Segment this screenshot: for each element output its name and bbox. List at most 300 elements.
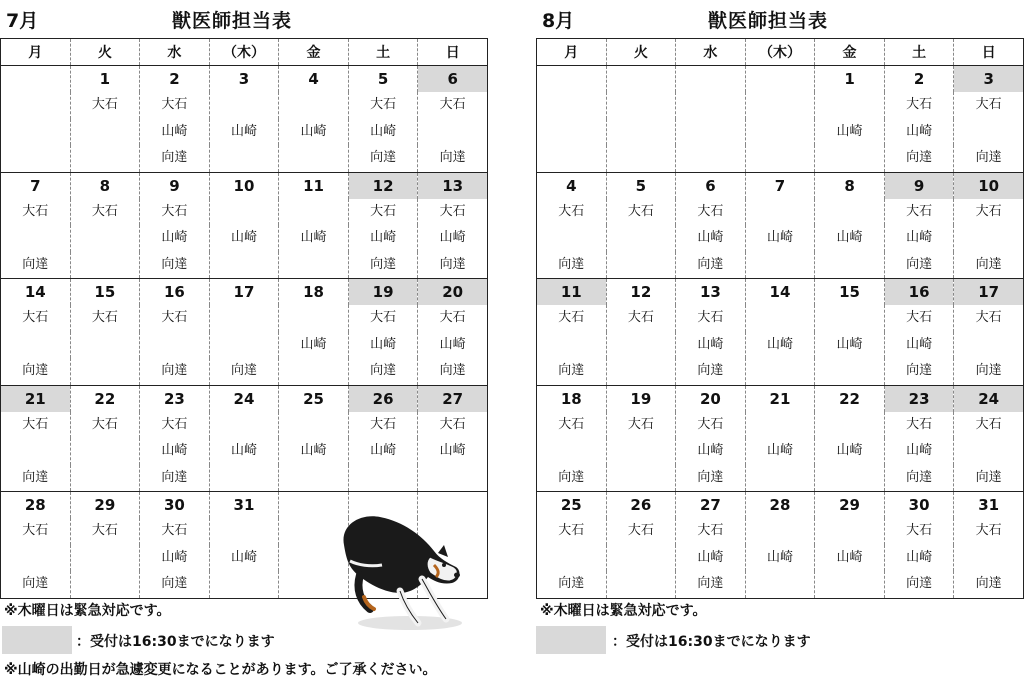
- assignment-cell: [1, 545, 71, 572]
- assignment-cell: [745, 412, 815, 439]
- vet-name: [279, 465, 348, 492]
- vet-name: [607, 545, 676, 572]
- day-cell: [348, 279, 418, 306]
- assignment-cell: [279, 358, 349, 385]
- assignment-cell: [815, 571, 885, 598]
- vet-name: 向達: [558, 576, 585, 591]
- day-cell: [209, 385, 279, 412]
- vet-name: 山崎: [766, 336, 793, 352]
- day-cell: [418, 279, 488, 306]
- vet-name: [607, 119, 676, 146]
- vet-name: 大石: [439, 416, 466, 432]
- assignment-cell: [884, 412, 954, 439]
- assignment-cell: [815, 199, 885, 226]
- vet-name: 向達: [22, 363, 49, 378]
- vet-name: [279, 145, 348, 172]
- vet-name: 山崎: [697, 443, 724, 458]
- assignment-cell: [418, 199, 488, 226]
- vet-name: 山崎: [906, 443, 933, 458]
- assignment-cell: [676, 438, 746, 465]
- vet-name: [607, 225, 676, 252]
- vet-name: 向達: [439, 363, 466, 378]
- day-cell: [884, 492, 954, 519]
- vet-name: [815, 305, 884, 332]
- day-number: 23: [163, 389, 185, 408]
- vet-name: 大石: [697, 523, 724, 538]
- vet-name: [954, 225, 1023, 252]
- vet-assignment-row: [1, 145, 488, 172]
- vet-name: [537, 332, 606, 359]
- vet-assignment-row: [537, 225, 1024, 252]
- week-date-row: [1, 172, 488, 199]
- calendar-table: [536, 38, 1024, 599]
- weekday-thu: （木）: [745, 39, 815, 66]
- vet-name: 山崎: [697, 230, 724, 245]
- day-number-short-hours: 16: [885, 279, 954, 305]
- assignment-cell: [884, 252, 954, 279]
- assignment-cell: [418, 119, 488, 146]
- vet-name: [210, 252, 279, 279]
- vet-name: 山崎: [766, 549, 793, 565]
- week-date-row: [537, 66, 1024, 93]
- vet-name: [815, 358, 884, 385]
- assignment-cell: [140, 199, 210, 226]
- vet-name: [71, 332, 140, 359]
- assignment-cell: [70, 199, 140, 226]
- vet-name: 大石: [906, 97, 933, 112]
- vet-name: 向達: [906, 469, 933, 485]
- day-number: 14: [769, 283, 791, 301]
- assignment-cell: [676, 252, 746, 279]
- assignment-cell: [348, 92, 418, 119]
- day-cell: [676, 66, 746, 93]
- vet-name: [1, 225, 70, 252]
- assignment-cell: [745, 518, 815, 545]
- vet-name: [746, 518, 815, 545]
- assignment-cell: [676, 199, 746, 226]
- vet-name: [746, 252, 815, 279]
- assignment-cell: [209, 358, 279, 385]
- vet-name: 大石: [627, 416, 654, 432]
- assignment-cell: [954, 438, 1024, 465]
- day-number-short-hours: 19: [349, 279, 418, 305]
- vet-name: [815, 252, 884, 279]
- assignment-cell: [606, 465, 676, 492]
- day-cell: [209, 66, 279, 93]
- day-cell: [348, 385, 418, 412]
- vet-name: 向達: [161, 256, 188, 272]
- assignment-cell: [140, 358, 210, 385]
- assignment-cell: [348, 145, 418, 172]
- day-cell: [537, 279, 607, 306]
- vet-name: 山崎: [697, 549, 724, 565]
- weekday-sat: 土: [348, 39, 418, 66]
- vet-name: [746, 199, 815, 226]
- assignment-cell: [140, 571, 210, 598]
- day-cell: [279, 385, 349, 412]
- assignment-cell: [884, 518, 954, 545]
- vet-name: [418, 465, 487, 492]
- day-cell: [209, 279, 279, 306]
- day-number-short-hours: 6: [418, 66, 487, 92]
- assignment-cell: [1, 358, 71, 385]
- vet-name: [210, 145, 279, 172]
- vet-name: 向達: [697, 469, 724, 485]
- vet-name: 大石: [161, 523, 188, 538]
- day-cell: [815, 385, 885, 412]
- vet-name: 向達: [975, 363, 1002, 378]
- assignment-cell: [279, 305, 349, 332]
- vet-name: 向達: [906, 576, 933, 591]
- day-number-short-hours: 10: [954, 173, 1023, 199]
- vet-name: 向達: [22, 576, 49, 591]
- vet-name: 向達: [370, 256, 397, 272]
- day-number: 10: [233, 176, 255, 195]
- assignment-cell: [279, 145, 349, 172]
- vet-assignment-row: [537, 199, 1024, 226]
- assignment-cell: [884, 571, 954, 598]
- vet-name: 山崎: [697, 336, 724, 352]
- day-cell: [279, 66, 349, 93]
- vet-name: [279, 92, 348, 119]
- day-number: 1: [99, 70, 111, 88]
- day-number-short-hours: 12: [349, 173, 418, 199]
- vet-name: 大石: [439, 97, 466, 112]
- assignment-cell: [140, 518, 210, 545]
- vet-name: 大石: [91, 310, 118, 325]
- assignment-cell: [1, 199, 71, 226]
- vet-name: 向達: [558, 256, 585, 272]
- day-cell: [70, 66, 140, 93]
- vet-name: 向達: [230, 363, 257, 378]
- weekday-mon: 月: [537, 39, 607, 66]
- vet-name: 山崎: [300, 123, 327, 139]
- assignment-cell: [279, 332, 349, 359]
- vet-name: [537, 145, 606, 172]
- assignment-cell: [537, 145, 607, 172]
- vet-name: [607, 571, 676, 598]
- vet-name: 大石: [697, 203, 724, 219]
- vet-name: [1, 545, 70, 572]
- assignment-cell: [348, 412, 418, 439]
- vet-name: [746, 92, 815, 119]
- assignment-cell: [676, 332, 746, 359]
- vet-name: [1, 438, 70, 465]
- day-number: [746, 66, 815, 92]
- assignment-cell: [537, 225, 607, 252]
- assignment-cell: [537, 92, 607, 119]
- vet-name: 向達: [22, 256, 49, 272]
- vet-name: 山崎: [906, 123, 933, 139]
- vet-name: 向達: [161, 363, 188, 378]
- assignment-cell: [954, 571, 1024, 598]
- assignment-cell: [209, 571, 279, 598]
- assignment-cell: [884, 358, 954, 385]
- assignment-cell: [537, 332, 607, 359]
- assignment-cell: [1, 412, 71, 439]
- day-number: 18: [303, 283, 324, 301]
- assignment-cell: [537, 199, 607, 226]
- day-cell: [279, 279, 349, 306]
- assignment-cell: [884, 199, 954, 226]
- vet-name: 大石: [161, 416, 188, 432]
- vet-name: [815, 518, 884, 545]
- assignment-cell: [815, 252, 885, 279]
- vet-name: [815, 199, 884, 226]
- assignment-cell: [606, 119, 676, 146]
- vet-name: 山崎: [370, 443, 397, 458]
- vet-name: 大石: [975, 523, 1002, 538]
- day-number: 11: [303, 176, 324, 195]
- reception-legend-swatch: [2, 626, 72, 654]
- day-number: 17: [233, 283, 255, 301]
- vet-assignment-row: [537, 252, 1024, 279]
- vet-name: 山崎: [300, 336, 327, 352]
- vet-name: [954, 438, 1023, 465]
- vet-name: 山崎: [439, 336, 466, 352]
- vet-name: 向達: [906, 256, 933, 272]
- weekday-tue: 火: [606, 39, 676, 66]
- day-cell: [537, 492, 607, 519]
- assignment-cell: [279, 465, 349, 492]
- week-date-row: [537, 385, 1024, 412]
- dog-illustration: [330, 505, 470, 635]
- day-cell: [140, 172, 210, 199]
- vet-name: [71, 545, 140, 572]
- vet-name: 向達: [697, 363, 724, 378]
- assignment-cell: [70, 225, 140, 252]
- assignment-cell: [606, 225, 676, 252]
- assignment-cell: [70, 358, 140, 385]
- day-cell: [745, 385, 815, 412]
- vet-name: 大石: [906, 203, 933, 219]
- day-number: 15: [94, 283, 116, 301]
- weekday-sun: 日: [954, 39, 1024, 66]
- vet-name: [607, 465, 676, 492]
- assignment-cell: [70, 305, 140, 332]
- assignment-cell: [815, 465, 885, 492]
- day-number: 2: [913, 70, 925, 88]
- vet-name: 大石: [558, 523, 585, 538]
- weekday-sun: 日: [418, 39, 488, 66]
- vet-name: [210, 518, 279, 545]
- vet-name: [746, 305, 815, 332]
- day-cell: [418, 172, 488, 199]
- vet-name: [746, 571, 815, 598]
- vet-name: 山崎: [836, 230, 863, 245]
- month-header: [536, 0, 1024, 38]
- day-number-short-hours: 21: [1, 386, 70, 412]
- assignment-cell: [954, 145, 1024, 172]
- vet-name: 山崎: [906, 549, 933, 565]
- vet-name: [71, 225, 140, 252]
- assignment-cell: [279, 438, 349, 465]
- day-cell: [537, 385, 607, 412]
- thursday-note: ※木曜日は緊急対応です。: [540, 603, 707, 619]
- vet-name: 山崎: [906, 336, 933, 352]
- day-cell: [676, 385, 746, 412]
- vet-assignment-row: [537, 332, 1024, 359]
- vet-name: [676, 119, 745, 146]
- week-date-row: [1, 385, 488, 412]
- assignment-cell: [279, 252, 349, 279]
- vet-name: 向達: [161, 576, 188, 591]
- vet-name: 山崎: [836, 336, 863, 352]
- day-number-short-hours: 11: [537, 279, 606, 305]
- day-number: 7: [30, 176, 41, 195]
- assignment-cell: [884, 225, 954, 252]
- day-number: 29: [94, 496, 116, 514]
- vet-assignment-row: [1, 465, 488, 492]
- day-number: 6: [705, 176, 716, 195]
- day-number: 25: [303, 389, 324, 408]
- vet-name: [418, 119, 487, 146]
- vet-assignment-row: [1, 199, 488, 226]
- assignment-cell: [209, 119, 279, 146]
- vet-name: 山崎: [370, 230, 397, 245]
- assignment-cell: [1, 252, 71, 279]
- vet-name: 山崎: [439, 443, 466, 458]
- day-cell: [606, 492, 676, 519]
- day-cell: [676, 279, 746, 306]
- vet-name: [676, 92, 745, 119]
- assignment-cell: [279, 199, 349, 226]
- weekday-sat: 土: [884, 39, 954, 66]
- vet-name: [607, 252, 676, 279]
- assignment-cell: [209, 252, 279, 279]
- day-number: 8: [99, 176, 111, 195]
- day-number: 14: [24, 283, 46, 301]
- vet-name: [279, 199, 348, 226]
- day-cell: [70, 385, 140, 412]
- vet-name: [607, 332, 676, 359]
- assignment-cell: [815, 119, 885, 146]
- vet-name: 大石: [975, 203, 1002, 219]
- day-number: [537, 66, 606, 92]
- assignment-cell: [606, 412, 676, 439]
- assignment-cell: [209, 225, 279, 252]
- assignment-cell: [745, 358, 815, 385]
- assignment-cell: [348, 119, 418, 146]
- assignment-cell: [745, 225, 815, 252]
- vet-assignment-row: [1, 119, 488, 146]
- vet-name: 山崎: [230, 123, 257, 139]
- assignment-cell: [676, 412, 746, 439]
- vet-name: [537, 92, 606, 119]
- assignment-cell: [815, 412, 885, 439]
- vet-name: 山崎: [836, 443, 863, 458]
- vet-name: [210, 571, 279, 598]
- vet-assignment-row: [537, 465, 1024, 492]
- assignment-cell: [418, 412, 488, 439]
- vet-name: 山崎: [370, 336, 397, 352]
- assignment-cell: [209, 412, 279, 439]
- day-number: 25: [560, 496, 582, 514]
- day-cell: [1, 279, 71, 306]
- vet-name: [537, 545, 606, 572]
- reception-legend-swatch: [536, 626, 606, 654]
- vet-name: 大石: [697, 416, 724, 432]
- vet-assignment-row: [537, 545, 1024, 572]
- vet-name: 山崎: [300, 230, 327, 245]
- day-number: 7: [774, 176, 786, 195]
- day-cell: [745, 279, 815, 306]
- assignment-cell: [418, 252, 488, 279]
- assignment-cell: [676, 518, 746, 545]
- vet-name: [746, 358, 815, 385]
- assignment-cell: [348, 252, 418, 279]
- assignment-cell: [954, 545, 1024, 572]
- assignment-cell: [815, 225, 885, 252]
- day-number-short-hours: 24: [954, 386, 1023, 412]
- day-number: 26: [630, 496, 652, 514]
- vet-name: 山崎: [766, 230, 793, 245]
- assignment-cell: [954, 92, 1024, 119]
- assignment-cell: [815, 145, 885, 172]
- day-number: 15: [839, 283, 860, 301]
- assignment-cell: [815, 438, 885, 465]
- day-cell: [348, 66, 418, 93]
- day-number-short-hours: 9: [885, 173, 954, 199]
- vet-name: 大石: [439, 203, 466, 219]
- vet-name: 向達: [975, 150, 1002, 165]
- vet-assignment-row: [537, 119, 1024, 146]
- assignment-cell: [537, 438, 607, 465]
- vet-name: [815, 412, 884, 439]
- day-number: 22: [94, 389, 116, 408]
- vet-name: 向達: [906, 150, 933, 165]
- assignment-cell: [537, 465, 607, 492]
- vet-name: 山崎: [161, 549, 188, 565]
- assignment-cell: [279, 225, 349, 252]
- assignment-cell: [1, 92, 71, 119]
- vet-name: [746, 119, 815, 146]
- assignment-cell: [537, 412, 607, 439]
- day-number: 31: [978, 496, 1000, 514]
- yamazaki-note: ※山崎の出勤日が急遽変更になることがあります。ご了承ください。: [4, 662, 437, 678]
- day-cell: [418, 385, 488, 412]
- vet-name: [1, 145, 70, 172]
- thursday-note: ※木曜日は緊急対応です。: [4, 603, 171, 619]
- assignment-cell: [884, 92, 954, 119]
- day-cell: [1, 172, 71, 199]
- assignment-cell: [815, 92, 885, 119]
- vet-name: [71, 252, 140, 279]
- day-cell: [745, 66, 815, 93]
- assignment-cell: [745, 545, 815, 572]
- assignment-cell: [676, 305, 746, 332]
- vet-name: 大石: [161, 310, 188, 325]
- assignment-cell: [884, 545, 954, 572]
- vet-assignment-row: [1, 332, 488, 359]
- assignment-cell: [537, 119, 607, 146]
- day-number-short-hours: 13: [418, 173, 487, 199]
- vet-name: 向達: [439, 256, 466, 272]
- day-number: 2: [169, 70, 180, 88]
- vet-name: 向達: [906, 363, 933, 378]
- assignment-cell: [418, 358, 488, 385]
- assignment-cell: [745, 305, 815, 332]
- week-date-row: [537, 279, 1024, 306]
- assignment-cell: [884, 332, 954, 359]
- day-number: [607, 66, 676, 92]
- assignment-cell: [70, 571, 140, 598]
- assignment-cell: [537, 358, 607, 385]
- vet-name: 山崎: [906, 230, 933, 245]
- vet-name: 向達: [370, 150, 397, 165]
- schedule-title: 獣医師担当表: [708, 10, 829, 32]
- day-cell: [606, 66, 676, 93]
